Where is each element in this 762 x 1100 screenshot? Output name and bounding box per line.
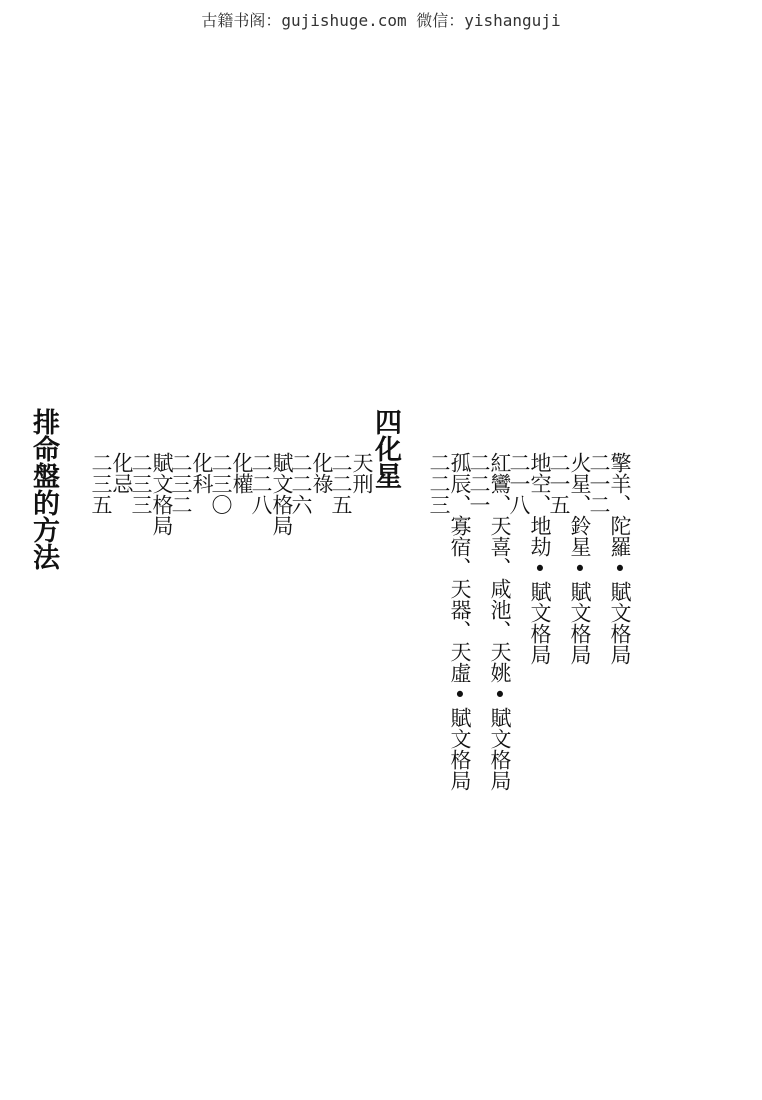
section-title-chart-method: 排命盤的方法 [28, 408, 59, 570]
toc-entry [210, 452, 252, 1052]
watermark-text: 古籍书阁：gujishuge.com 微信：yishanguji [201, 11, 561, 30]
toc-entry-label: 天刑 [350, 452, 374, 494]
toc-entry-page: 二一五 [547, 452, 571, 515]
toc-entry-label: 化祿 [310, 452, 334, 494]
toc-entry-page: 二二五 [329, 452, 353, 515]
toc-entry-label: 化權 [230, 452, 254, 494]
toc-entry [508, 452, 550, 1052]
toc-entry [90, 452, 132, 1052]
toc-entry-label: 孤辰、寡宿、天器、天虛•賦文格局 [448, 452, 472, 791]
toc-entry-page: 二二六 [289, 452, 313, 515]
toc-entry-page: 二二一 [467, 452, 491, 515]
toc-entry [468, 452, 510, 1052]
toc-entry-page: 二三二 [169, 452, 193, 515]
toc-entry-label: 化科 [190, 452, 214, 494]
toc-entry-page: 二二八 [249, 452, 273, 515]
toc-entry-page: 二一八 [507, 452, 531, 515]
toc-entry-label: 擎羊、陀羅•賦文格局 [608, 452, 632, 665]
toc-entry [428, 452, 470, 1052]
toc-entry-page: 二三五 [89, 452, 113, 515]
toc-entry [548, 452, 590, 1052]
toc-entry-page: 二二三 [427, 452, 451, 515]
toc-entry [130, 452, 172, 1052]
toc-entry-label: 賦文格局 [270, 452, 294, 536]
toc-entry-label: 化忌 [110, 452, 134, 494]
toc-entry-page: 二一二 [587, 452, 611, 515]
toc-entry [170, 452, 212, 1052]
toc-entry-page: 二三三 [129, 452, 153, 515]
toc-entry [330, 452, 372, 1052]
toc-entry-label: 賦文格局 [150, 452, 174, 536]
toc-entry [290, 452, 332, 1052]
toc-entry-page: 二三〇 [209, 452, 233, 515]
toc-entry-label: 地空、地劫•賦文格局 [528, 452, 552, 665]
toc-entry-label: 火星、鈴星•賦文格局 [568, 452, 592, 665]
section-title-four-transformations: 四化星 [370, 408, 401, 489]
toc-entry-label: 紅鸞、天喜、咸池、天姚•賦文格局 [488, 452, 512, 791]
toc-entry [250, 452, 292, 1052]
toc-entry [588, 452, 630, 1052]
